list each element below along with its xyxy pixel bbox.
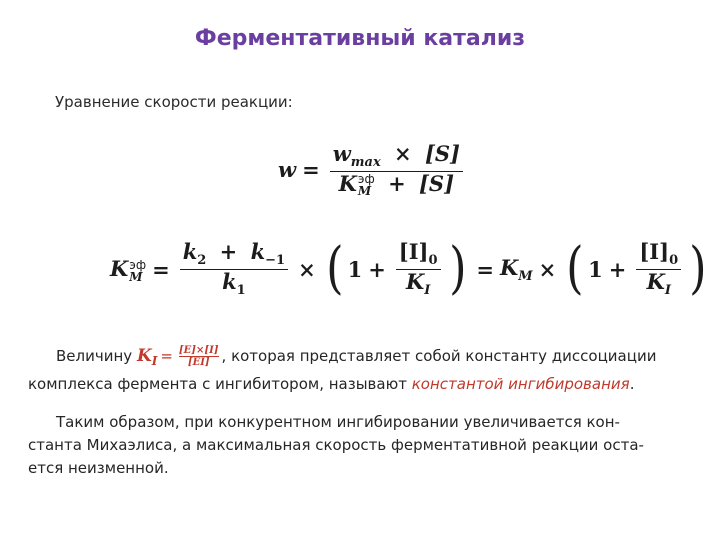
highlighted-term: константой ингибирования — [411, 375, 630, 393]
inhibition-constant-paragraph: Величину $K_I$ = $\frac{[E]\times[I]}{[EI]}$ , которая представляет собой константу диссоциации комплекса фермента с ингибитором, называют константой ингибирования. — [28, 345, 657, 393]
left-paren-2: ( — [566, 236, 584, 302]
km-eff-symbol: K эф M — [110, 256, 147, 284]
rate-equation-label: Уравнение скорости реакции: — [55, 93, 293, 111]
michaelis-constant-formula: K эф M = $\frac{k_2 + k_{-1}}{k_1}$ × ( 1 + $\frac{[I]_0}{K_I}$ ) = $K_M$ × ( 1 + $\frac{[I]_0}{K_I}$ ) — [110, 236, 707, 302]
rate-fraction — [330, 142, 463, 197]
ki-fraction: $\frac{[E]\times[I]}{[EI]}$ — [178, 345, 219, 368]
rate-constants-fraction: $\frac{k_2 + k_{-1}}{k_1}$ — [180, 240, 288, 299]
conclusion-paragraph: Таким образом, при конкурентном ингибировании увеличивается кон- станта Михаэлиса, а максимальная скорость ферментативной реакции оста- ется неизменной. — [28, 413, 644, 477]
right-paren: ) — [448, 236, 467, 302]
km-symbol: $K_M$ — [500, 254, 533, 284]
rate-equation-formula — [278, 142, 467, 197]
rate-denominator: K эф M + [S] — [338, 170, 455, 199]
right-paren-2: ) — [689, 236, 707, 302]
ki-symbol: $K_I$ — [136, 346, 158, 368]
left-paren: ( — [325, 236, 344, 302]
rate-numerator: $w_{max} \times [S]$ — [332, 141, 460, 170]
rate-symbol: w — [278, 157, 297, 183]
inhibitor-fraction: $\frac{[I]_0}{K_I}$ — [396, 240, 441, 299]
inhibitor-fraction-2: $\frac{[I]_0}{K_I}$ — [636, 240, 681, 299]
slide-title: Ферментативный катализ — [194, 26, 526, 51]
equals-sign: = — [302, 157, 320, 183]
